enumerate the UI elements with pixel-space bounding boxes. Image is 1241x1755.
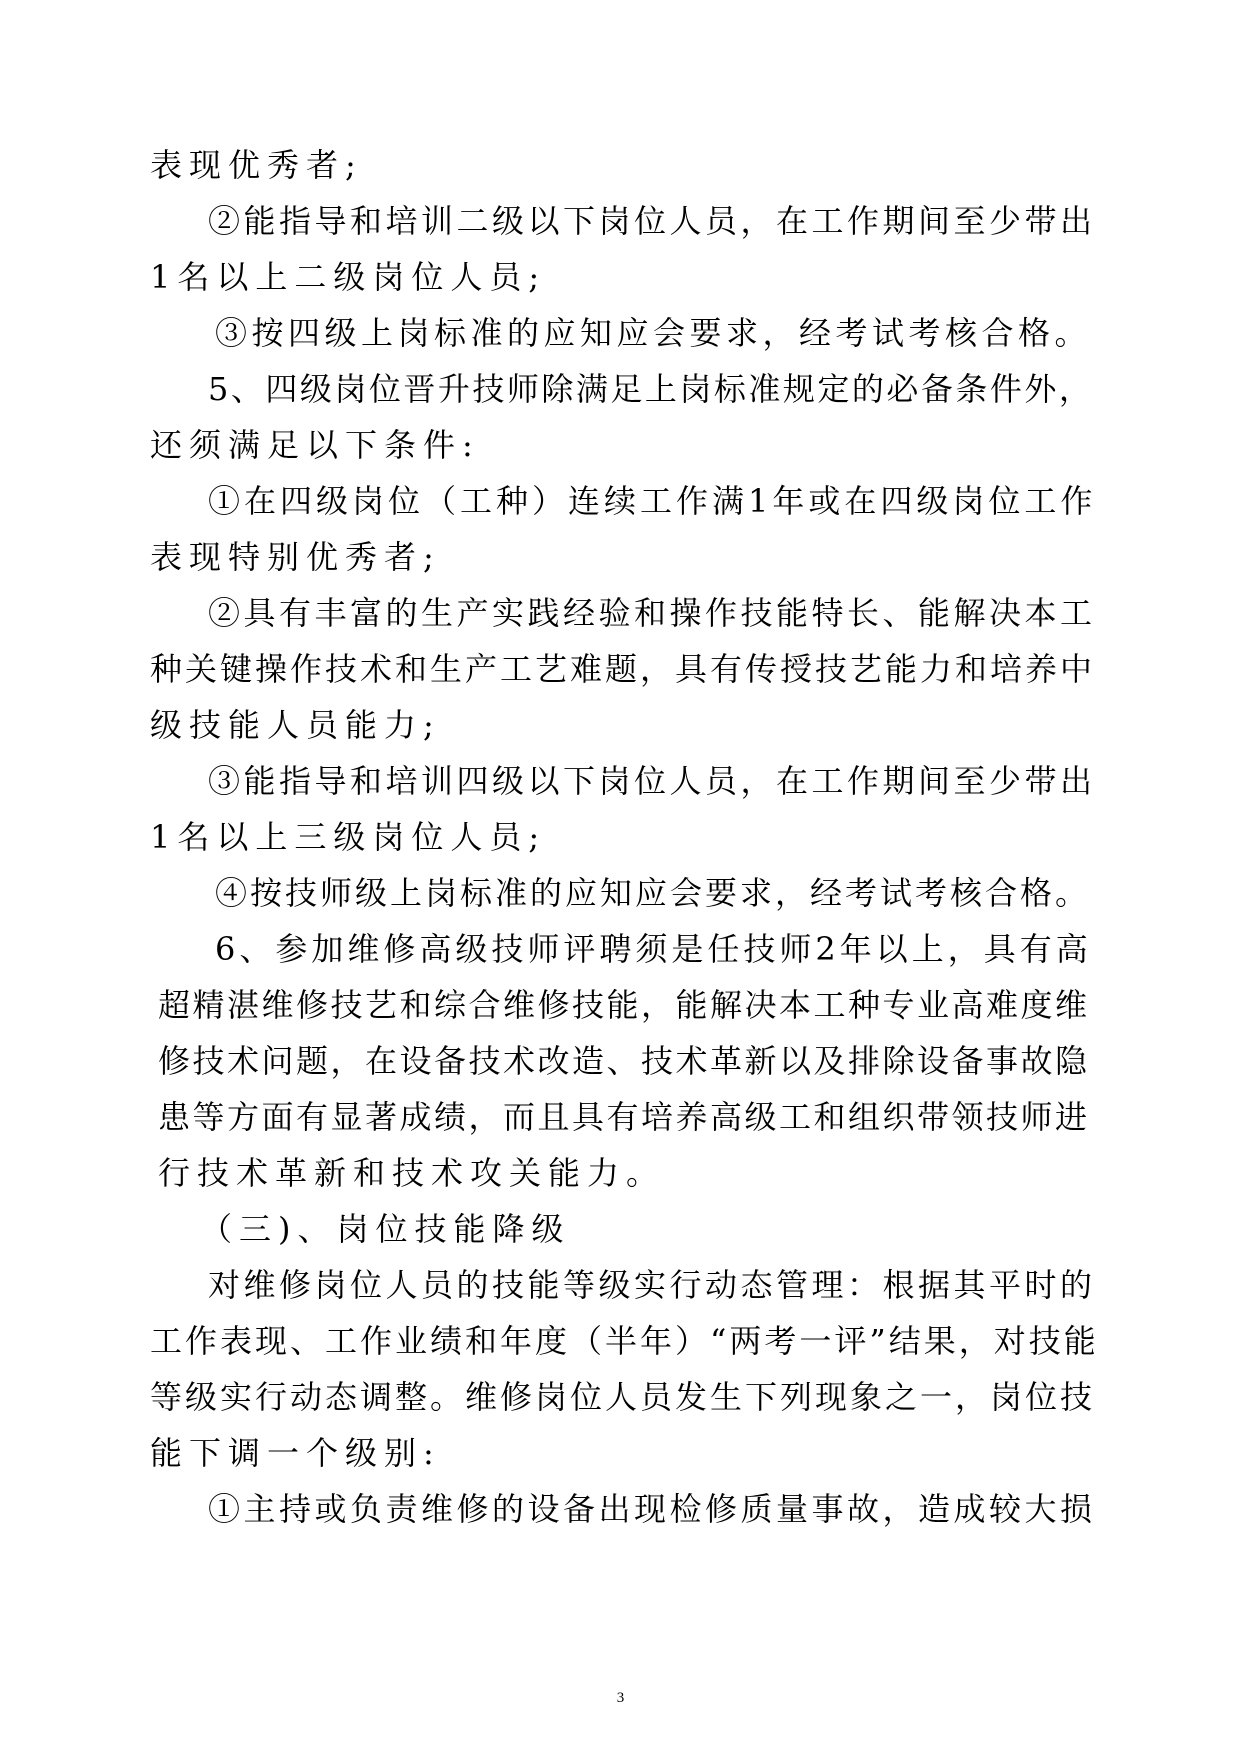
- text-line: 级技能人员能力;: [150, 706, 441, 744]
- text-line: 1名以上三级岗位人员;: [150, 818, 547, 856]
- text-line: 能下调一个级别:: [150, 1434, 441, 1472]
- text-line: 6、参加维修高级技师评聘须是任技师2年以上，具有高: [215, 930, 1092, 968]
- text-line: 超精湛维修技艺和综合维修技能，能解决本工种专业高难度维: [158, 986, 1090, 1024]
- text-line: 行技术革新和技术攻关能力。: [158, 1154, 666, 1192]
- text-line: 修技术问题，在设备技术改造、技术革新以及排除设备事故隐: [158, 1042, 1090, 1080]
- page-number: 3: [616, 1690, 625, 1706]
- text-line: ③按四级上岗标准的应知应会要求，经考试考核合格。: [215, 314, 1092, 352]
- text-line: ①在四级岗位（工种）连续工作满1年或在四级岗位工作: [208, 482, 1097, 520]
- text-line: 还须满足以下条件:: [150, 426, 480, 464]
- text-line: ③能指导和培训四级以下岗位人员，在工作期间至少带出: [208, 762, 1096, 800]
- text-line: 种关键操作技术和生产工艺难题，具有传授技艺能力和培养中: [150, 650, 1096, 688]
- text-line: 1名以上二级岗位人员;: [150, 258, 547, 296]
- text-line: 工作表现、工作业绩和年度（半年）“两考一评”结果，对技能: [150, 1322, 1099, 1360]
- text-line: 表现优秀者;: [150, 146, 363, 184]
- text-line: 患等方面有显著成绩，而且具有培养高级工和组织带领技师进: [158, 1098, 1090, 1136]
- text-line: 表现特别优秀者;: [150, 538, 441, 576]
- section-heading: （三)、岗位技能降级: [200, 1210, 571, 1248]
- text-line: ②具有丰富的生产实践经验和操作技能特长、能解决本工: [208, 594, 1096, 632]
- text-line: 等级实行动态调整。维修岗位人员发生下列现象之一，岗位技: [150, 1378, 1096, 1416]
- text-line: ①主持或负责维修的设备出现检修质量事故，造成较大损: [208, 1490, 1096, 1528]
- text-line: ②能指导和培训二级以下岗位人员，在工作期间至少带出: [208, 202, 1096, 240]
- text-line: 对维修岗位人员的技能等级实行动态管理：根据其平时的: [208, 1266, 1096, 1304]
- text-line: 5、四级岗位晋升技师除满足上岗标准规定的必备条件外，: [208, 370, 1094, 408]
- text-line: ④按技师级上岗标准的应知应会要求，经考试考核合格。: [215, 874, 1091, 912]
